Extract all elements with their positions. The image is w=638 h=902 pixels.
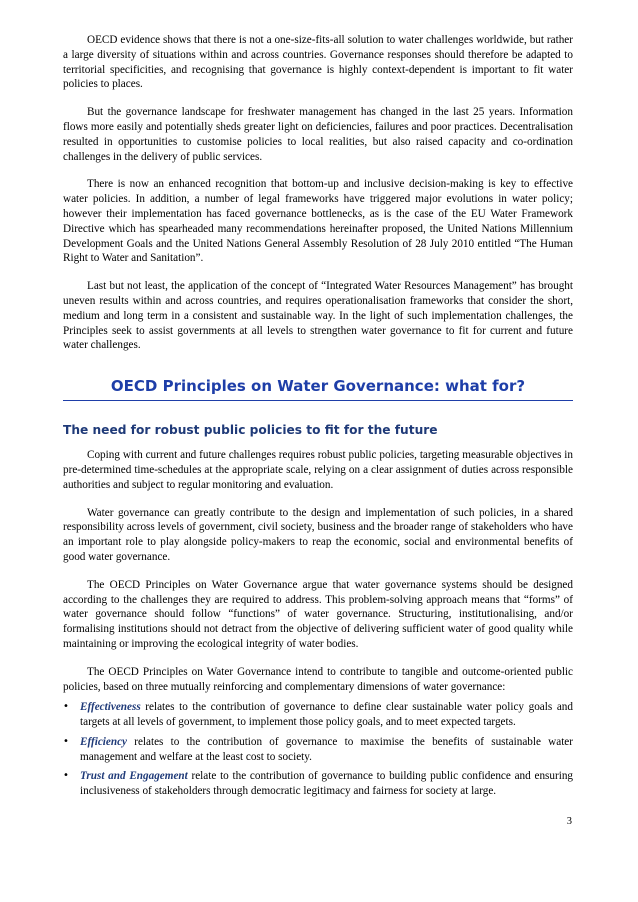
list-item-effectiveness — [63, 700, 573, 730]
section-paragraph-1: Coping with current and future challenges requires robust public policies, targeting measurable objectives in pre-determined time-schedules at the appropriate scale, relying on a clear assignment of duties across responsible authorities and subject to regular monitoring and evaluation. — [63, 449, 573, 491]
definition-efficiency: relates to the contribution of governance to maximise the benefits of sustainable water management and welfare at the least cost to society. — [80, 735, 573, 763]
intro-paragraph-1: OECD evidence shows that there is not a one-size-fits-all solution to water challenges worldwide, but rather a large diversity of situations within and across countries. Governance responses should therefore be adapted to territorial specificities, and recognising that governance is highly context-dependent is important to fit water policies to places. — [63, 34, 573, 91]
list-item-efficiency — [63, 735, 573, 765]
intro-paragraph-4: Last but not least, the application of the concept of “Integrated Water Resources Management” has brought uneven results within and across countries, and requires operationalisation frameworks that consider the short, medium and long term in a consistent and sustainable way. In the light of such implementation challenges, the Principles seek to assist governments at all levels to strengthen water governance to fit for current and future water challenges. — [63, 280, 573, 352]
section-paragraph-2: Water governance can greatly contribute to the design and implementation of such policies, in a shared responsibility across levels of government, civil society, business and the broader range of stakeholders who have an important role to play alongside policy-makers to reap the economic, social and environmental benefits of good water governance. — [63, 506, 573, 563]
section-title: OECD Principles on Water Governance: what for? — [110, 377, 526, 396]
section-paragraph-4: The OECD Principles on Water Governance intend to contribute to tangible and outcome-oriented public policies, based on three mutually reinforcing and complementary dimensions of water governance: — [63, 665, 573, 693]
term-efficiency: Efficiency — [80, 735, 128, 748]
intro-paragraph-2: But the governance landscape for freshwater management has changed in the last 25 years. Information flows more easily and potentially sheds greater light on deficiencies, failures and poor practices. Decentralisation resulted in opportunities to customise policies to local realities, but also raised capacity and co-ordination challenges in the delivery of public services. — [63, 106, 573, 163]
section-paragraph-3: The OECD Principles on Water Governance argue that water governance systems should be designed according to the challenges they are required to address. This problem-solving approach means that “forms” of water governance should follow “functions” of water governance. Structuring, institutionalising, and/or formalising institutions should not detract from the objective of delivering sufficient water of good quality while maintaining or improving the ecological integrity of water bodies. — [63, 578, 573, 650]
bullet-icon: • — [63, 735, 69, 747]
subheading: The need for robust public policies to fit for the future — [63, 423, 438, 438]
list-item-trust-engagement — [63, 769, 573, 799]
page-content — [63, 33, 573, 804]
page-number: 3 — [566, 816, 572, 827]
term-effectiveness: Effectiveness — [80, 701, 141, 714]
section-title-rule — [63, 400, 573, 401]
term-trust-engagement: Trust and Engagement — [80, 770, 188, 783]
bullet-icon: • — [63, 770, 69, 782]
dimensions-list — [63, 700, 573, 799]
bullet-icon: • — [63, 701, 69, 713]
intro-paragraph-3: There is now an enhanced recognition that bottom-up and inclusive decision-making is key to effective water policies. In addition, a number of legal frameworks have triggered major evolutions in water policy; however their implementation has faced governance bottlenecks, as is the case of the EU Water Framework Directive which has spearheaded many recommendations hereinafter proposed, the United Nations Millennium Development Goals and the United Nations General Assembly Resolution of 28 July 2010 entitled “The Human Right to Water and Sanitation”. — [63, 178, 573, 265]
definition-effectiveness: relates to the contribution of governance to define clear sustainable water policy goals and targets at all levels of government, to implement those policy goals, and to meet expected targets. — [80, 701, 573, 729]
definition-trust-engagement: relate to the contribution of governance to building public confidence and ensuring inclusiveness of stakeholders through democratic legitimacy and fairness for society at large. — [80, 770, 574, 798]
